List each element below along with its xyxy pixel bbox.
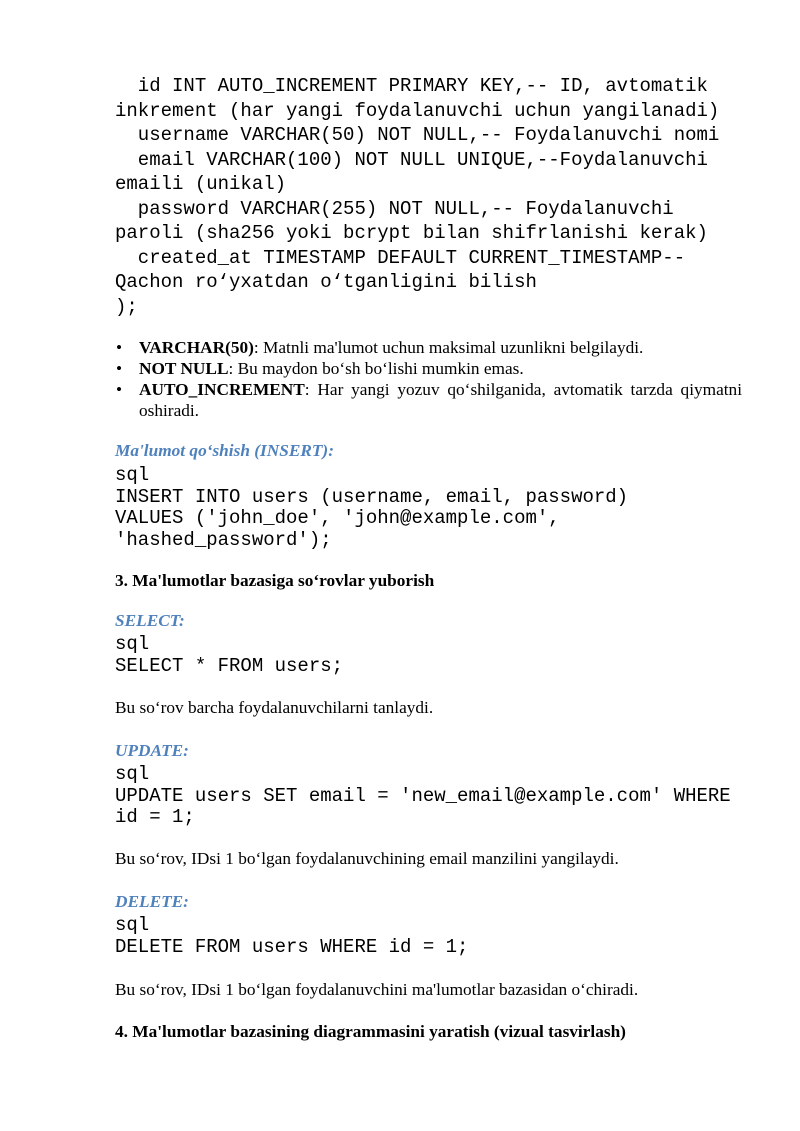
- list-item: [0, 379, 742, 421]
- term-label: AUTO_INCREMENT: [139, 380, 305, 399]
- term-description: : Har yangi yozuv qo‘shilganida, avtomatik tarzda qiymatni oshiradi.: [139, 380, 742, 420]
- code-line: password VARCHAR(255) NOT NULL,-- Foydalanuvchi: [115, 197, 674, 220]
- delete-description: Bu so‘rov, IDsi 1 bo‘lgan foydalanuvchini ma'lumotlar bazasidan o‘chiradi.: [115, 980, 639, 999]
- select-description: Bu so‘rov barcha foydalanuvchilarni tanlaydi.: [115, 698, 434, 717]
- code-line: inkrement (har yangi foydalanuvchi uchun yangilanadi): [115, 99, 720, 122]
- code-line: username VARCHAR(50) NOT NULL,-- Foydalanuvchi nomi: [115, 124, 720, 146]
- code-line: INSERT INTO users (username, email, password): [115, 485, 629, 508]
- update-code: [0, 764, 731, 829]
- code-line: created_at TIMESTAMP DEFAULT CURRENT_TIMESTAMP--: [115, 246, 686, 269]
- section-3-title: 3. Ma'lumotlar bazasiga so‘rovlar yuborish: [115, 571, 435, 590]
- update-description: Bu so‘rov, IDsi 1 bo‘lgan foydalanuvchining email manzilini yangilaydi.: [115, 849, 619, 868]
- update-heading: UPDATE:: [115, 741, 189, 760]
- term-label: NOT NULL: [139, 359, 229, 378]
- code-line: id INT AUTO_INCREMENT PRIMARY KEY,-- ID, avtomatik: [115, 75, 708, 97]
- code-line: SELECT * FROM users;: [115, 654, 344, 677]
- code-line: paroli (sha256 yoki bcrypt bilan shifrlanishi kerak): [115, 222, 708, 244]
- code-line: DELETE FROM users WHERE id = 1;: [115, 935, 469, 958]
- term-description: : Bu maydon bo‘sh bo‘lishi mumkin emas.: [228, 359, 524, 378]
- create-table-code: [0, 74, 719, 319]
- code-line: Qachon ro‘yxatdan o‘tganligini bilish: [115, 271, 537, 293]
- code-line: sql: [115, 633, 150, 655]
- select-heading: SELECT:: [115, 611, 185, 630]
- code-line: );: [115, 295, 138, 318]
- code-line: email VARCHAR(100) NOT NULL UNIQUE,--Foydalanuvchi: [115, 148, 708, 171]
- bullet-icon: •: [116, 359, 123, 378]
- code-line: sql: [115, 464, 150, 486]
- definitions-list: [0, 337, 800, 421]
- bullet-icon: •: [116, 338, 123, 357]
- code-line: UPDATE users SET email = 'new_email@example.com' WHERE: [115, 784, 731, 807]
- code-line: id = 1;: [115, 806, 195, 828]
- code-line: 'hashed_password');: [115, 528, 332, 551]
- code-line: sql: [115, 914, 150, 936]
- delete-heading: DELETE:: [115, 892, 189, 911]
- code-line: VALUES ('john_doe', 'john@example.com',: [115, 507, 560, 529]
- insert-heading: Ma'lumot qo‘shish (INSERT):: [115, 441, 334, 460]
- select-code: [0, 634, 343, 677]
- term-description: : Matnli ma'lumot uchun maksimal uzunlikni belgilaydi.: [253, 338, 644, 357]
- code-line: sql: [115, 763, 150, 785]
- bullet-icon: •: [116, 380, 123, 399]
- insert-code: [0, 465, 628, 551]
- list-item: [0, 358, 742, 379]
- section-4-title: 4. Ma'lumotlar bazasining diagrammasini yaratish (vizual tasvirlash): [115, 1022, 626, 1041]
- term-label: VARCHAR(50): [139, 338, 254, 357]
- delete-code: [0, 915, 468, 958]
- list-item: [0, 337, 742, 358]
- code-line: emaili (unikal): [115, 173, 287, 195]
